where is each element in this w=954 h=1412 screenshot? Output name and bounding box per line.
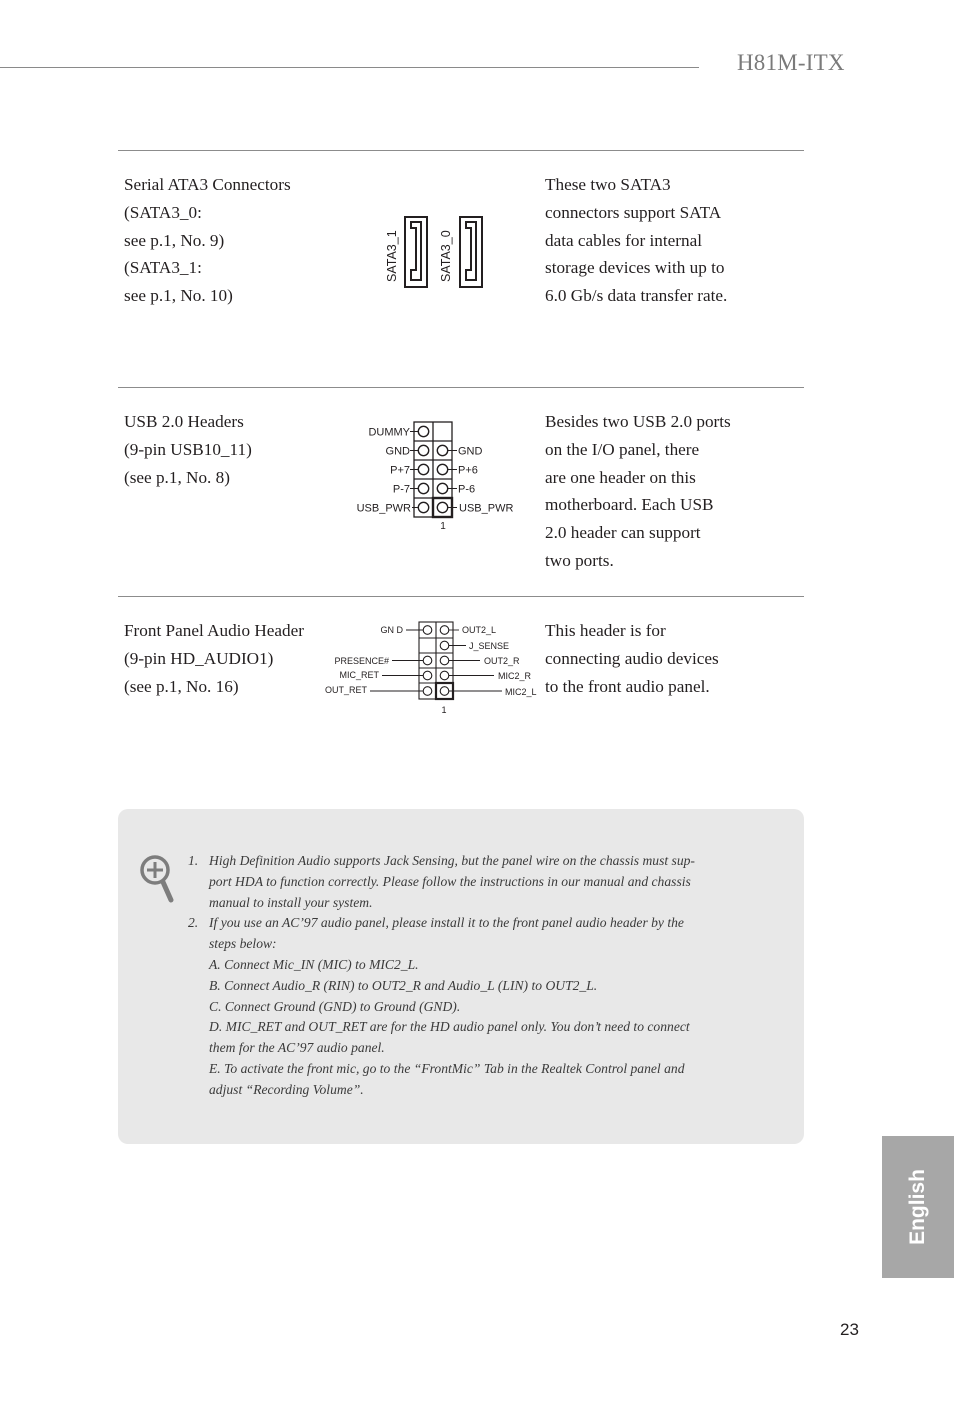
usb-header-diagram	[345, 418, 530, 536]
audio-title-line: Front Panel Audio Header	[124, 621, 304, 640]
usb-pin-label: P+6	[458, 464, 478, 477]
audio-pin-label: MIC2_L	[505, 687, 537, 697]
audio-desc-line: connecting audio devices	[545, 648, 719, 668]
note-line: steps below:	[209, 936, 277, 952]
audio-header-diagram	[322, 618, 544, 718]
magnifier-plus-icon	[138, 852, 178, 906]
audio-description	[545, 617, 719, 700]
note-number: 1.	[188, 853, 199, 868]
note-line: If you use an AC’97 audio panel, please install it to the front panel audio header by the	[209, 915, 684, 931]
sata-description	[545, 171, 727, 310]
audio-desc-line: to the front audio panel.	[545, 676, 710, 696]
sata-desc-line: These two SATA3	[545, 175, 671, 194]
usb-ref-line: (see p.1, No. 8)	[124, 467, 230, 487]
note-step: E. To activate the front mic, go to the “FrontMic” Tab in the Realtek Control panel and	[209, 1060, 685, 1076]
audio-pin1-marker: 1	[441, 705, 447, 715]
audio-pin-label: J_SENSE	[469, 641, 510, 651]
sata-ref-line: see p.1, No. 9)	[124, 230, 225, 250]
audio-pin-label: PRESENCE#	[334, 656, 389, 666]
note-step: D. MIC_RET and OUT_RET are for the HD audio panel only. You don’t need to connect	[209, 1019, 690, 1035]
section-divider	[118, 150, 804, 151]
audio-desc-line: This header is for	[545, 621, 666, 640]
usb-pin-label: GND	[458, 445, 483, 458]
header-rule	[0, 67, 699, 68]
note-number: 2.	[188, 915, 199, 931]
audio-pin-label: OUT2_L	[462, 625, 497, 635]
note-item	[188, 913, 758, 1100]
note-item	[188, 851, 758, 913]
usb-title-block	[124, 408, 252, 491]
sata-desc-line: 6.0 Gb/s data transfer rate.	[545, 286, 728, 306]
note-line: High Definition Audio supports Jack Sensing, but the panel wire on the chassis must sup-	[209, 853, 695, 868]
model-name: H81M-ITX	[737, 50, 845, 75]
section-divider	[118, 596, 804, 597]
note-step: them for the AC’97 audio panel.	[209, 1040, 385, 1056]
sata3-0-label: SATA3_0	[439, 230, 453, 282]
usb-title-line: USB 2.0 Headers	[124, 412, 244, 431]
audio-title-block	[124, 617, 304, 700]
usb-description	[545, 408, 731, 575]
audio-pin-label: OUT_RET	[324, 685, 367, 695]
usb-pin-label: P+7	[390, 464, 410, 477]
sata-ref-line: see p.1, No. 10)	[124, 286, 233, 306]
usb-pin-label: DUMMY	[368, 426, 410, 439]
sata3-1-label: SATA3_1	[385, 230, 399, 282]
note-step: B. Connect Audio_R (RIN) to OUT2_R and Audio_L (LIN) to OUT2_L.	[209, 977, 598, 993]
sata-connector-diagram	[375, 212, 495, 292]
sata-desc-line: storage devices with up to	[545, 258, 725, 278]
audio-ref-line: (see p.1, No. 16)	[124, 676, 239, 696]
usb-desc-line: two ports.	[545, 550, 614, 570]
audio-ref-line: (9-pin HD_AUDIO1)	[124, 648, 274, 668]
usb-pin-label: USB_PWR	[356, 502, 411, 515]
note-line: manual to install your system.	[209, 894, 373, 910]
note-step: C. Connect Ground (GND) to Ground (GND).	[209, 998, 461, 1014]
sata-title-line: Serial ATA3 Connectors	[124, 175, 291, 194]
sata-ref-line: (SATA3_1:	[124, 258, 202, 278]
usb-desc-line: Besides two USB 2.0 ports	[545, 412, 731, 431]
usb-desc-line: motherboard. Each USB	[545, 495, 714, 515]
page-number: 23	[840, 1320, 859, 1339]
audio-pin-label: MIC_RET	[339, 670, 379, 680]
usb-pin-label: USB_PWR	[459, 502, 514, 515]
language-tab[interactable]	[882, 1136, 954, 1278]
usb-desc-line: are one header on this	[545, 467, 696, 487]
usb-pin-label: P-7	[392, 483, 410, 496]
usb-desc-line: 2.0 header can support	[545, 523, 701, 543]
language-tab-label: English	[906, 1169, 929, 1245]
note-line: port HDA to function correctly. Please follow the instructions in our manual and chassis	[209, 873, 691, 889]
usb-desc-line: on the I/O panel, there	[545, 439, 700, 459]
audio-pin-label: OUT2_R	[484, 656, 520, 666]
audio-pin-label: GN D	[380, 625, 403, 635]
usb-pin1-marker: 1	[440, 521, 446, 532]
usb-pin-label: P-6	[458, 483, 476, 496]
note-list	[188, 851, 758, 1101]
sata-desc-line: connectors support SATA	[545, 202, 722, 222]
sata-title-block	[124, 171, 291, 310]
section-divider	[118, 387, 804, 388]
note-step: A. Connect Mic_IN (MIC) to MIC2_L.	[209, 956, 419, 972]
sata-ref-line: (SATA3_0:	[124, 202, 202, 222]
usb-pin-label: GND	[385, 445, 410, 458]
sata-desc-line: data cables for internal	[545, 230, 702, 250]
audio-pin-label: MIC2_R	[498, 671, 532, 681]
usb-ref-line: (9-pin USB10_11)	[124, 439, 252, 459]
note-step: adjust “Recording Volume”.	[209, 1081, 364, 1097]
